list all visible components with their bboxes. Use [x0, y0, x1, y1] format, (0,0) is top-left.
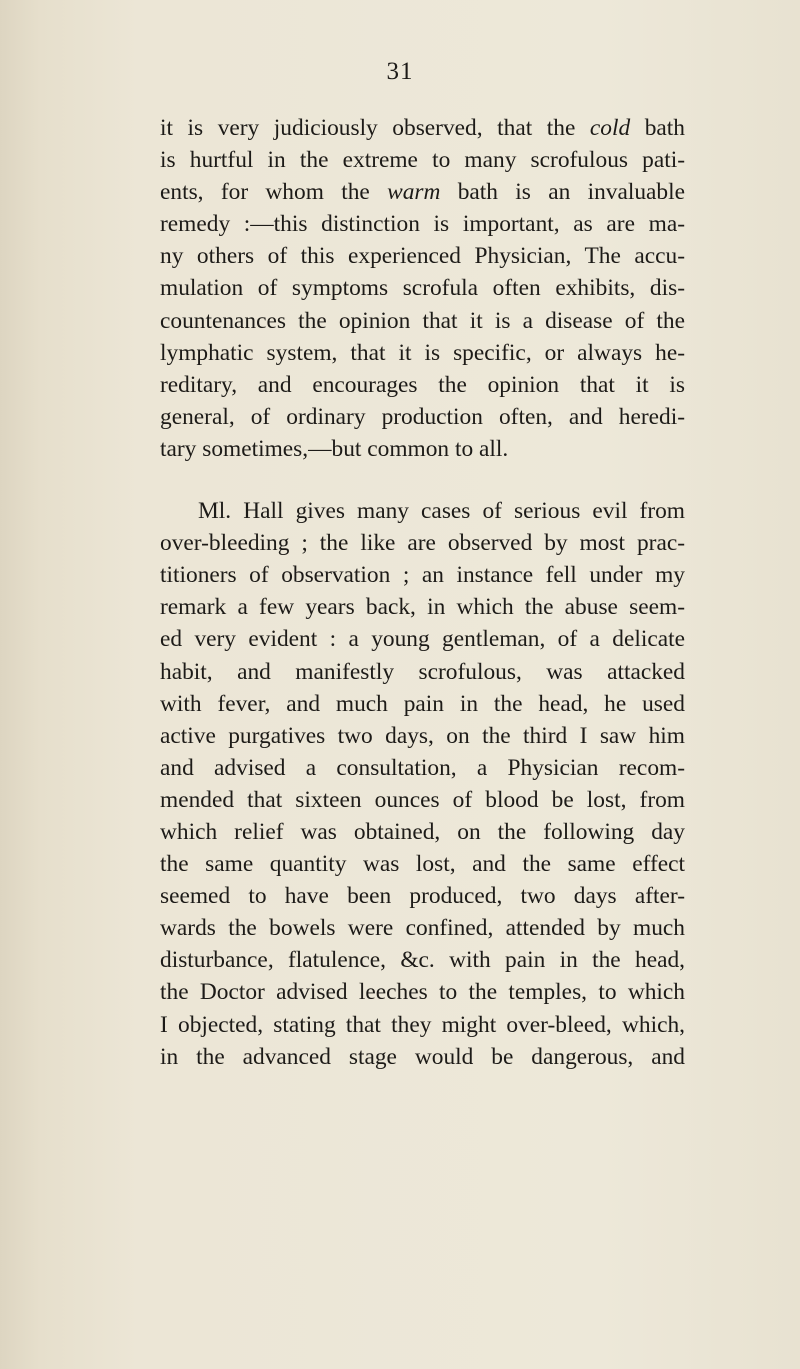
text-line: in the advanced stage would be dangerous, and [160, 1043, 685, 1070]
body-text [160, 112, 685, 1073]
text-line: the Doctor advised leeches to the temples, to which [160, 979, 685, 1006]
text-line: habit, and manifestly scrofulous, was attacked [160, 658, 685, 685]
text-line: it is very judiciously observed, that the cold bath [160, 115, 685, 141]
text-line: ed very evident : a young gentleman, of a delicate [160, 626, 685, 653]
paragraph-gap [160, 465, 685, 495]
page-number: 31 [386, 58, 414, 85]
text-line: general, of ordinary production often, and heredi- [160, 403, 685, 430]
text-line: mulation of symptoms scrofula often exhibits, dis- [160, 275, 685, 302]
emphasized-word: cold [589, 115, 631, 141]
text-line: lymphatic system, that it is specific, or always he- [160, 339, 685, 366]
text-line: remedy :—this distinction is important, as are ma- [160, 211, 685, 238]
text-line: over-bleeding ; the like are observed by most prac- [160, 530, 685, 557]
text-line: titioners of observation ; an instance fell under my [160, 562, 685, 589]
text-line: disturbance, flatulence, &c. with pain in the head, [160, 947, 685, 974]
text-line: remark a few years back, in which the abuse seem- [160, 594, 685, 621]
paragraph-2 [160, 495, 685, 1073]
text-line: active purgatives two days, on the third I saw him [160, 722, 685, 749]
text-line: seemed to have been produced, two days after- [160, 883, 685, 910]
text-line: reditary, and encourages the opinion that it is [160, 371, 685, 398]
text-line: is hurtful in the extreme to many scrofulous pati- [160, 147, 685, 174]
text-line: countenances the opinion that it is a disease of the [160, 307, 685, 334]
text-line: and advised a consultation, a Physician recom- [160, 754, 685, 781]
text-line: tary sometimes,—but common to all. [160, 435, 509, 462]
text-line: wards the bowels were confined, attended by much [160, 915, 685, 942]
text-line: ny others of this experienced Physician, The accu- [160, 243, 685, 270]
emphasized-word: warm [387, 179, 441, 206]
text-line: mended that sixteen ounces of blood be lost, from [160, 786, 685, 813]
text-line: Ml. Hall gives many cases of serious evil from [198, 498, 685, 525]
text-line: I objected, stating that they might over-bleed, which, [160, 1011, 685, 1038]
text-line: with fever, and much pain in the head, he used [160, 690, 685, 717]
text-line: which relief was obtained, on the following day [160, 818, 685, 845]
text-line: ents, for whom the warm bath is an invaluable [160, 179, 685, 206]
paragraph-1 [160, 112, 685, 465]
text-line: the same quantity was lost, and the same effect [160, 851, 685, 878]
